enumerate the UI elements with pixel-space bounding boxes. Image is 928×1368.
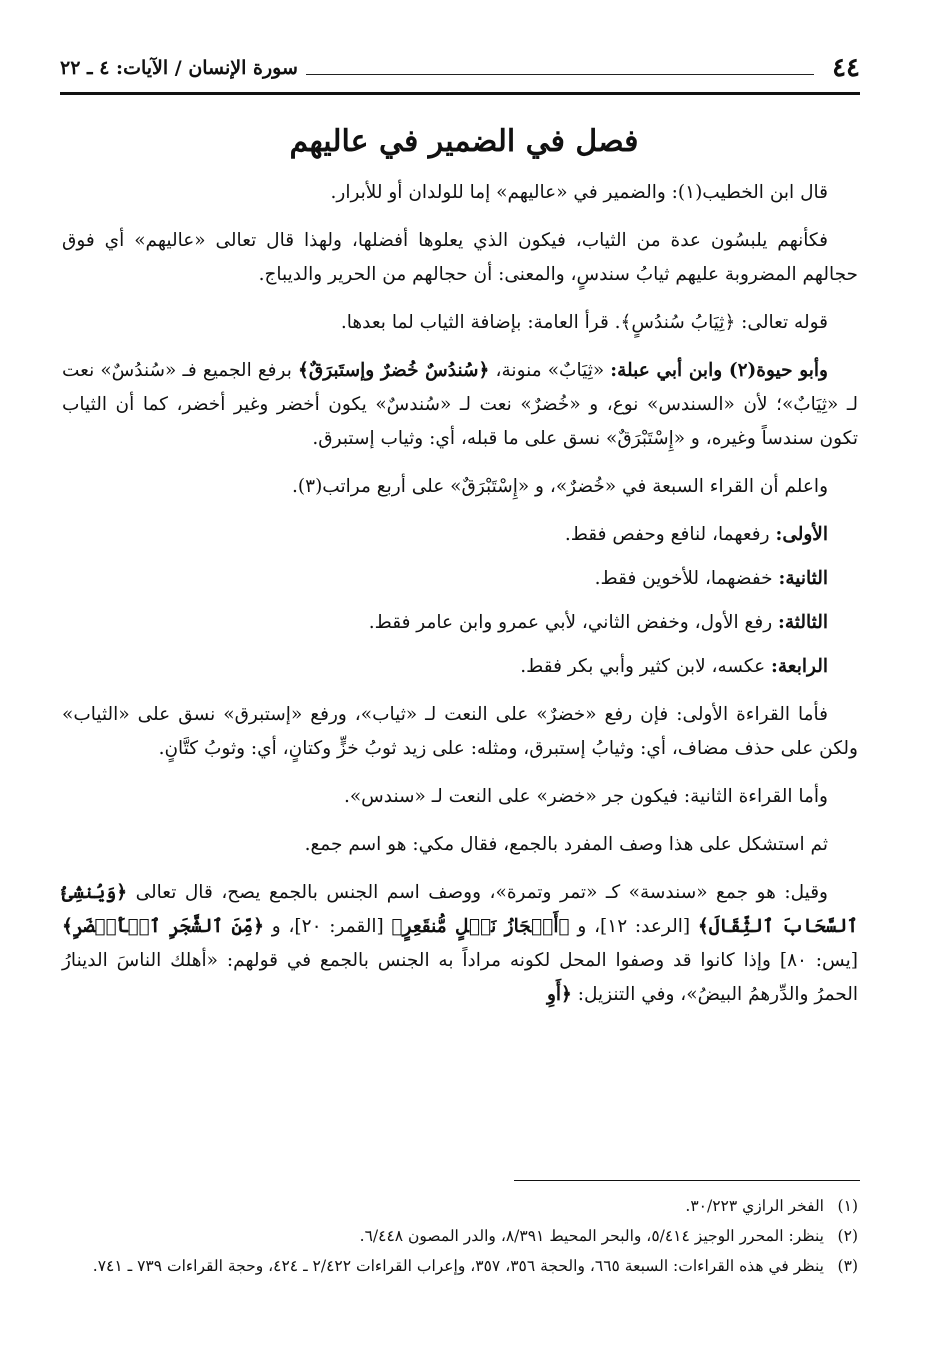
reading-label: الثالثة:: [778, 612, 828, 633]
footnote-number: (١): [837, 1197, 858, 1215]
paragraph-11: وأما القراءة الثانية: فيكون جر «خضر» على النعت لـ «سندس».: [343, 786, 828, 807]
footnote: [62, 1192, 858, 1220]
running-title: سورة الإنسان / الآيات: ٤ ـ ٢٢: [60, 57, 298, 79]
footnote-text: ينظر: المحرر الوجيز ٥/٤١٤، والبحر المحيط ٨/٣٩١، والدر المصون ٦/٤٤٨.: [359, 1227, 824, 1245]
paragraph-5: واعلم أن القراء السبعة في «خُضرٌ»، و «إِسْتَبْرَقٌ» على أربع مراتب(٣).: [292, 476, 828, 497]
reading-tanween: «ثِيَابٌ» منونة،: [495, 360, 605, 381]
paragraph-10: فأما القراءة الأولى: فإن رفع «خضرٌ» على النعت لـ «ثياب»، ورفع «إستبرق» نسق على «الثياب» ولكن على حذف مضاف، أي: وثيابُ إستبرق، ومثله: على زيد ثوبُ خزٍّ وكتانٍ، أي: وثوبُ كتَّانٍ.: [62, 704, 858, 759]
footnote: [62, 1252, 858, 1280]
footnote-text: ينظر في هذه القراءات: السبعة ٦٦٥، والحجة ٣٥٦، ٣٥٧، وإعراب القراءات ٢/٤٢٢ ـ ٤٢٤، وحجة القراءات ٧٣٩ ـ ٧٤١.: [92, 1257, 824, 1275]
quran-quote: ﴿مِّنَ ٱلشَّجَرِ ٱلۡأَخۡضَرِ﴾: [62, 916, 264, 937]
footnote-number: (٣): [837, 1257, 858, 1275]
reading-label: الأولى:: [775, 524, 828, 545]
body-text: [62, 176, 858, 1026]
running-header: [60, 48, 860, 88]
reading-text: رفع الأول، وخفض الثاني، لأبي عمرو وابن عامر فقط.: [368, 612, 773, 633]
header-leader-line: [306, 74, 814, 75]
paragraph-13-text: وقيل: هو جمع «سندسة» كـ «تمر وتمرة»، ووصف اسم الجنس بالجمع يصح، قال تعالى: [135, 882, 828, 903]
reading-label: الثانية:: [778, 568, 828, 589]
paragraph-2: فكأنهم يلبسُون عدة من الثياب، فيكون الذي يعلوها أفضلها، ولهذا قال تعالى «عاليهم» أي فوق حجالهم المضروبة عليهم ثيابُ سندسٍ، والمعنى: أن حجالهم من الحرير والديباج.: [62, 230, 858, 285]
paragraph-13: [62, 876, 858, 1012]
header-rule: [60, 92, 860, 95]
reading-text: رفعهما، لنافع وحفص فقط.: [564, 524, 770, 545]
quran-quote: ﴿أَوِ: [546, 984, 572, 1005]
paragraph-3: قوله تعالى: ﴿ثِيَابُ سُندُسٍ﴾. قرأ العامة: بإضافة الثياب لما بعدها.: [340, 312, 828, 333]
footnote-text: الفخر الرازي ٣٠/٢٢٣.: [685, 1197, 824, 1215]
reading-text: خفضهما، للأخوين فقط.: [594, 568, 773, 589]
paragraph-13-text: [يس: ٨٠] وإذا كانوا قد وصفوا المحل لكونه مراداً به الجنس بالجمع في قولهم: «أهلك الناسَ الدينارُ الحمرُ والدِّرهمُ البيضُ»، وفي التنزيل:: [62, 950, 858, 1005]
paragraph-12: ثم استشكل على هذا وصف المفرد بالجمع، فقال مكي: هو اسم جمع.: [304, 834, 828, 855]
page-number: ٤٤: [832, 53, 860, 83]
reading-label: الرابعة:: [771, 656, 828, 677]
reader-names: وأبو حيوة(٢) وابن أبي عبلة:: [610, 360, 828, 381]
paragraph-13-text: [الرعد: ١٢]، و: [577, 916, 691, 937]
chapter-title: فصل في الضمير في عاليهم: [289, 124, 639, 159]
reading-first: [62, 518, 858, 552]
quran-quote: ﴿أَعۡجَازُ نَخۡلٍ مُّنقَعِرٍ﴾: [391, 916, 570, 937]
reading-fourth: [62, 650, 858, 684]
quran-quote: ﴿سُندُسٌ خُضرٌ وإستَبرَقٌ﴾: [298, 360, 490, 381]
reading-text: عكسه، لابن كثير وأبي بكر فقط.: [520, 656, 766, 677]
footnotes: [62, 1192, 858, 1282]
paragraph-1: قال ابن الخطيب(١): والضمير في «عاليهم» إما للولدان أو للأبرار.: [330, 182, 828, 203]
reading-second: [62, 562, 858, 596]
footnote-rule: [514, 1180, 860, 1181]
quran-quote: ﴿وَيُنشِئُ ٱلسَّحَابَ ٱلثِّقَالَ﴾: [62, 882, 858, 937]
paragraph-4-rest: برفع الجميع فـ «سُندُسٌ» نعت لـ «ثِيَابٌ»؛ لأن «السندس» نوع، و «خُضرٌ» نعت لـ «سُندسٌ» يكون أخضر وغير أخضر، كما أن الثياب تكون سندساً وغيره، و «إِسْتَبْرَقٌ» نسق على ما قبله، أي: وثياب إستبرق.: [62, 360, 858, 449]
paragraph-13-text: [القمر: ٢٠]، و: [271, 916, 384, 937]
paragraph-4: [62, 354, 858, 456]
reading-third: [62, 606, 858, 640]
footnote: [62, 1222, 858, 1250]
footnote-number: (٢): [837, 1227, 858, 1245]
